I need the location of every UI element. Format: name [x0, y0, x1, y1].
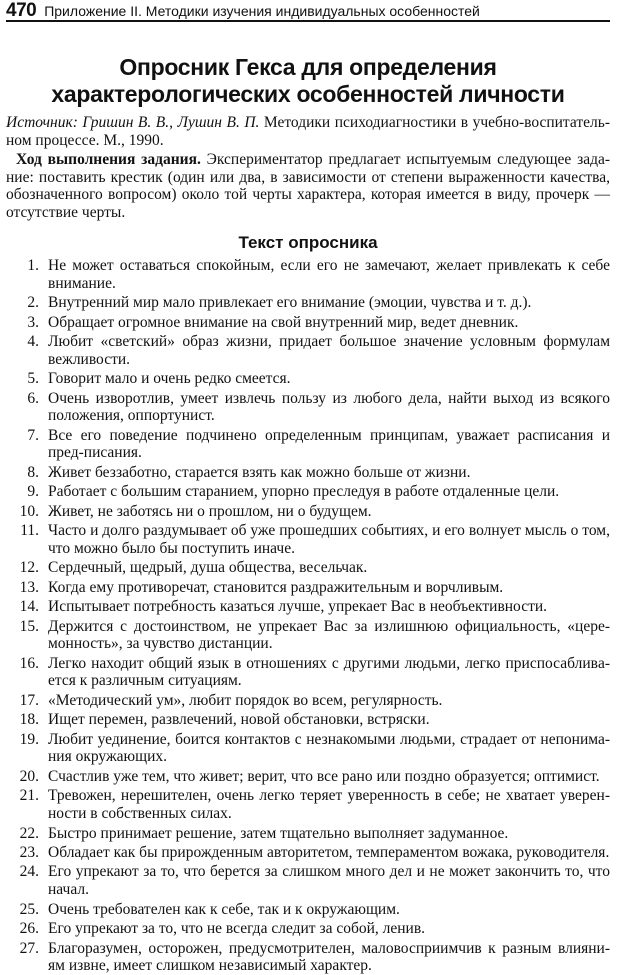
item-number: 1.: [27, 257, 39, 274]
list-item: [6, 483, 610, 501]
item-text: Легко находит общий язык в отношениях с другими людьми, легко приспосабливa-ется к различным ситуациям.: [48, 654, 610, 690]
list-item: [6, 559, 610, 577]
task-paragraph: [6, 151, 610, 221]
list-item: [6, 655, 610, 690]
list-item: [6, 390, 610, 425]
questionnaire-list: [6, 257, 610, 975]
title-line-1: Опросник Гекса для определения: [119, 54, 497, 80]
list-item: [6, 731, 610, 766]
list-item: [6, 901, 610, 919]
list-item: [6, 711, 610, 729]
list-item: [6, 598, 610, 616]
item-text: Тревожен, нерешителен, очень легко теряет уверенность в себе; не хватает уверен-ности в собственных силах.: [48, 787, 610, 823]
item-number: 11.: [20, 522, 39, 540]
item-number: 26.: [19, 920, 39, 938]
item-number: 4.: [27, 333, 39, 351]
item-text: Обладает как бы прирожденным авторитетом, темпераментом вожака, руководителя.: [48, 844, 610, 861]
list-item: [6, 787, 610, 822]
item-number: 24.: [19, 863, 39, 881]
item-number: 14.: [19, 598, 39, 616]
list-item: [6, 768, 610, 786]
item-text: Держится с достоинством, не упрекает Вас за излишнюю официальность, «цере-монность», за чувство дистанции.: [48, 617, 610, 653]
item-number: 13.: [19, 578, 39, 596]
item-text: Очень изворотлив, умеет извлечь пользу из любого дела, найти выход из всякого положения, оппортунист.: [48, 389, 610, 425]
item-text: Быстро принимает решение, затем тщательно выполняет задуманное.: [48, 824, 509, 842]
item-number: 23.: [19, 844, 39, 861]
list-item: [6, 503, 610, 521]
source-text: Методики психодиагностики в учебно-воспитатель-ном процессе. М., 1990.: [6, 114, 610, 149]
item-number: 27.: [19, 939, 39, 957]
list-item: [6, 940, 610, 975]
list-item: [6, 920, 610, 938]
item-number: 19.: [19, 730, 39, 748]
task-text: Экспериментатор предлагает испытуемым следующее зада-ние: поставить крестик (один или два, в зависимости от степени выраженности качества, обозначенного вопросом) около той черты характера, которая имеется в виду, прочерк — отсутствие черты.: [6, 151, 610, 221]
list-item: [6, 427, 610, 462]
item-text: Живет беззаботно, старается взять как можно больше от жизни.: [48, 463, 471, 481]
item-number: 21.: [19, 787, 39, 805]
item-text: Ищет перемен, развлечений, новой обстановки, встряски.: [48, 711, 430, 729]
item-text: Счастлив уже тем, что живет; верит, что все рано или поздно образуется; оптимист.: [48, 767, 600, 785]
item-number: 22.: [19, 824, 39, 842]
list-item: [6, 825, 610, 843]
item-text: Его упрекают за то, что не всегда следит за собой, ленив.: [48, 920, 426, 938]
list-item: [6, 294, 610, 312]
item-text: Любит уединение, боится контактов с незнакомыми людьми, страдает от непонима-ния окружающих.: [48, 730, 610, 766]
item-text: Испытывает потребность казаться лучше, упрекает Вас в необъективности.: [48, 598, 548, 616]
running-title: Приложение II. Методики изучения индивидуальных особенностей: [44, 3, 480, 19]
list-item: [6, 844, 610, 862]
item-text: Сердечный, щедрый, душа общества, весельчак.: [48, 559, 368, 577]
list-item: [6, 522, 610, 557]
item-text: Все его поведение подчинено определенным принципам, уважает расписания и пред-писания.: [48, 426, 610, 462]
item-text: Обращает огромное внимание на свой внутренний мир, ведет дневник.: [48, 313, 519, 331]
item-text: Его упрекают за то, что берется за слишком много дел и не может закончить то, что начал.: [48, 863, 610, 899]
item-number: 18.: [19, 711, 39, 729]
item-number: 9.: [27, 483, 39, 501]
item-number: 25.: [19, 900, 39, 918]
item-number: 3.: [27, 313, 39, 331]
item-number: 10.: [19, 502, 39, 520]
item-text: Когда ему противоречат, становится раздражительным и ворчливым.: [48, 578, 504, 596]
source-paragraph: [6, 114, 610, 149]
item-number: 5.: [27, 370, 39, 388]
item-text: Живет, не заботясь ни о прошлом, ни о будущем.: [48, 502, 372, 520]
item-number: 7.: [27, 426, 39, 444]
page-title: [6, 54, 610, 108]
source-authors: Гришин В. В., Лушин В. П.: [82, 114, 260, 131]
source-label: Источник:: [6, 114, 78, 131]
item-text: Работает с большим старанием, упорно преследуя в работе отдаленные цели.: [48, 483, 560, 501]
item-text: Очень требователен как к себе, так и к окружающим.: [48, 900, 400, 918]
list-item: [6, 618, 610, 653]
list-item: [6, 579, 610, 597]
list-item: [6, 692, 610, 710]
item-text: Внутренний мир мало привлекает его внимание (эмоции, чувства и т. д.).: [48, 294, 532, 312]
item-text: Благоразумен, осторожен, предусмотрителен, маловосприимчив к разным влияни-ям извне, имеет слишком независимый характер.: [48, 939, 610, 975]
item-text: Часто и долго раздумывает об уже прошедших событиях, и его волнует мысль о том, что можно было бы поступить иначе.: [48, 522, 610, 557]
item-number: 16.: [19, 654, 39, 672]
questionnaire-heading: Текст опросника: [238, 233, 378, 252]
list-item: [6, 333, 610, 368]
item-number: 15.: [19, 617, 39, 635]
page-number: 470: [6, 0, 37, 21]
item-text: Любит «светский» образ жизни, придает большое значение условным формулам вежливости.: [48, 333, 610, 368]
item-number: 12.: [19, 559, 39, 577]
list-item: [6, 314, 610, 332]
item-number: 20.: [19, 767, 39, 785]
list-item: [6, 257, 610, 292]
list-item: [6, 370, 610, 388]
list-item: [6, 863, 610, 898]
item-text: Не может оставаться спокойным, если его не замечают, желает привлекать к себе внимание.: [48, 257, 610, 292]
task-label: Ход выполнения задания.: [16, 151, 201, 168]
item-text: «Методический ум», любит порядок во всем, регулярность.: [48, 691, 443, 709]
list-item: [6, 464, 610, 482]
item-number: 17.: [19, 691, 39, 709]
running-header: [6, 0, 610, 22]
item-number: 2.: [27, 294, 39, 312]
item-number: 8.: [27, 463, 39, 481]
title-line-2: характерологических особенностей личности: [51, 81, 565, 107]
item-text: Говорит мало и очень редко смеется.: [48, 370, 291, 388]
item-number: 6.: [27, 389, 39, 407]
